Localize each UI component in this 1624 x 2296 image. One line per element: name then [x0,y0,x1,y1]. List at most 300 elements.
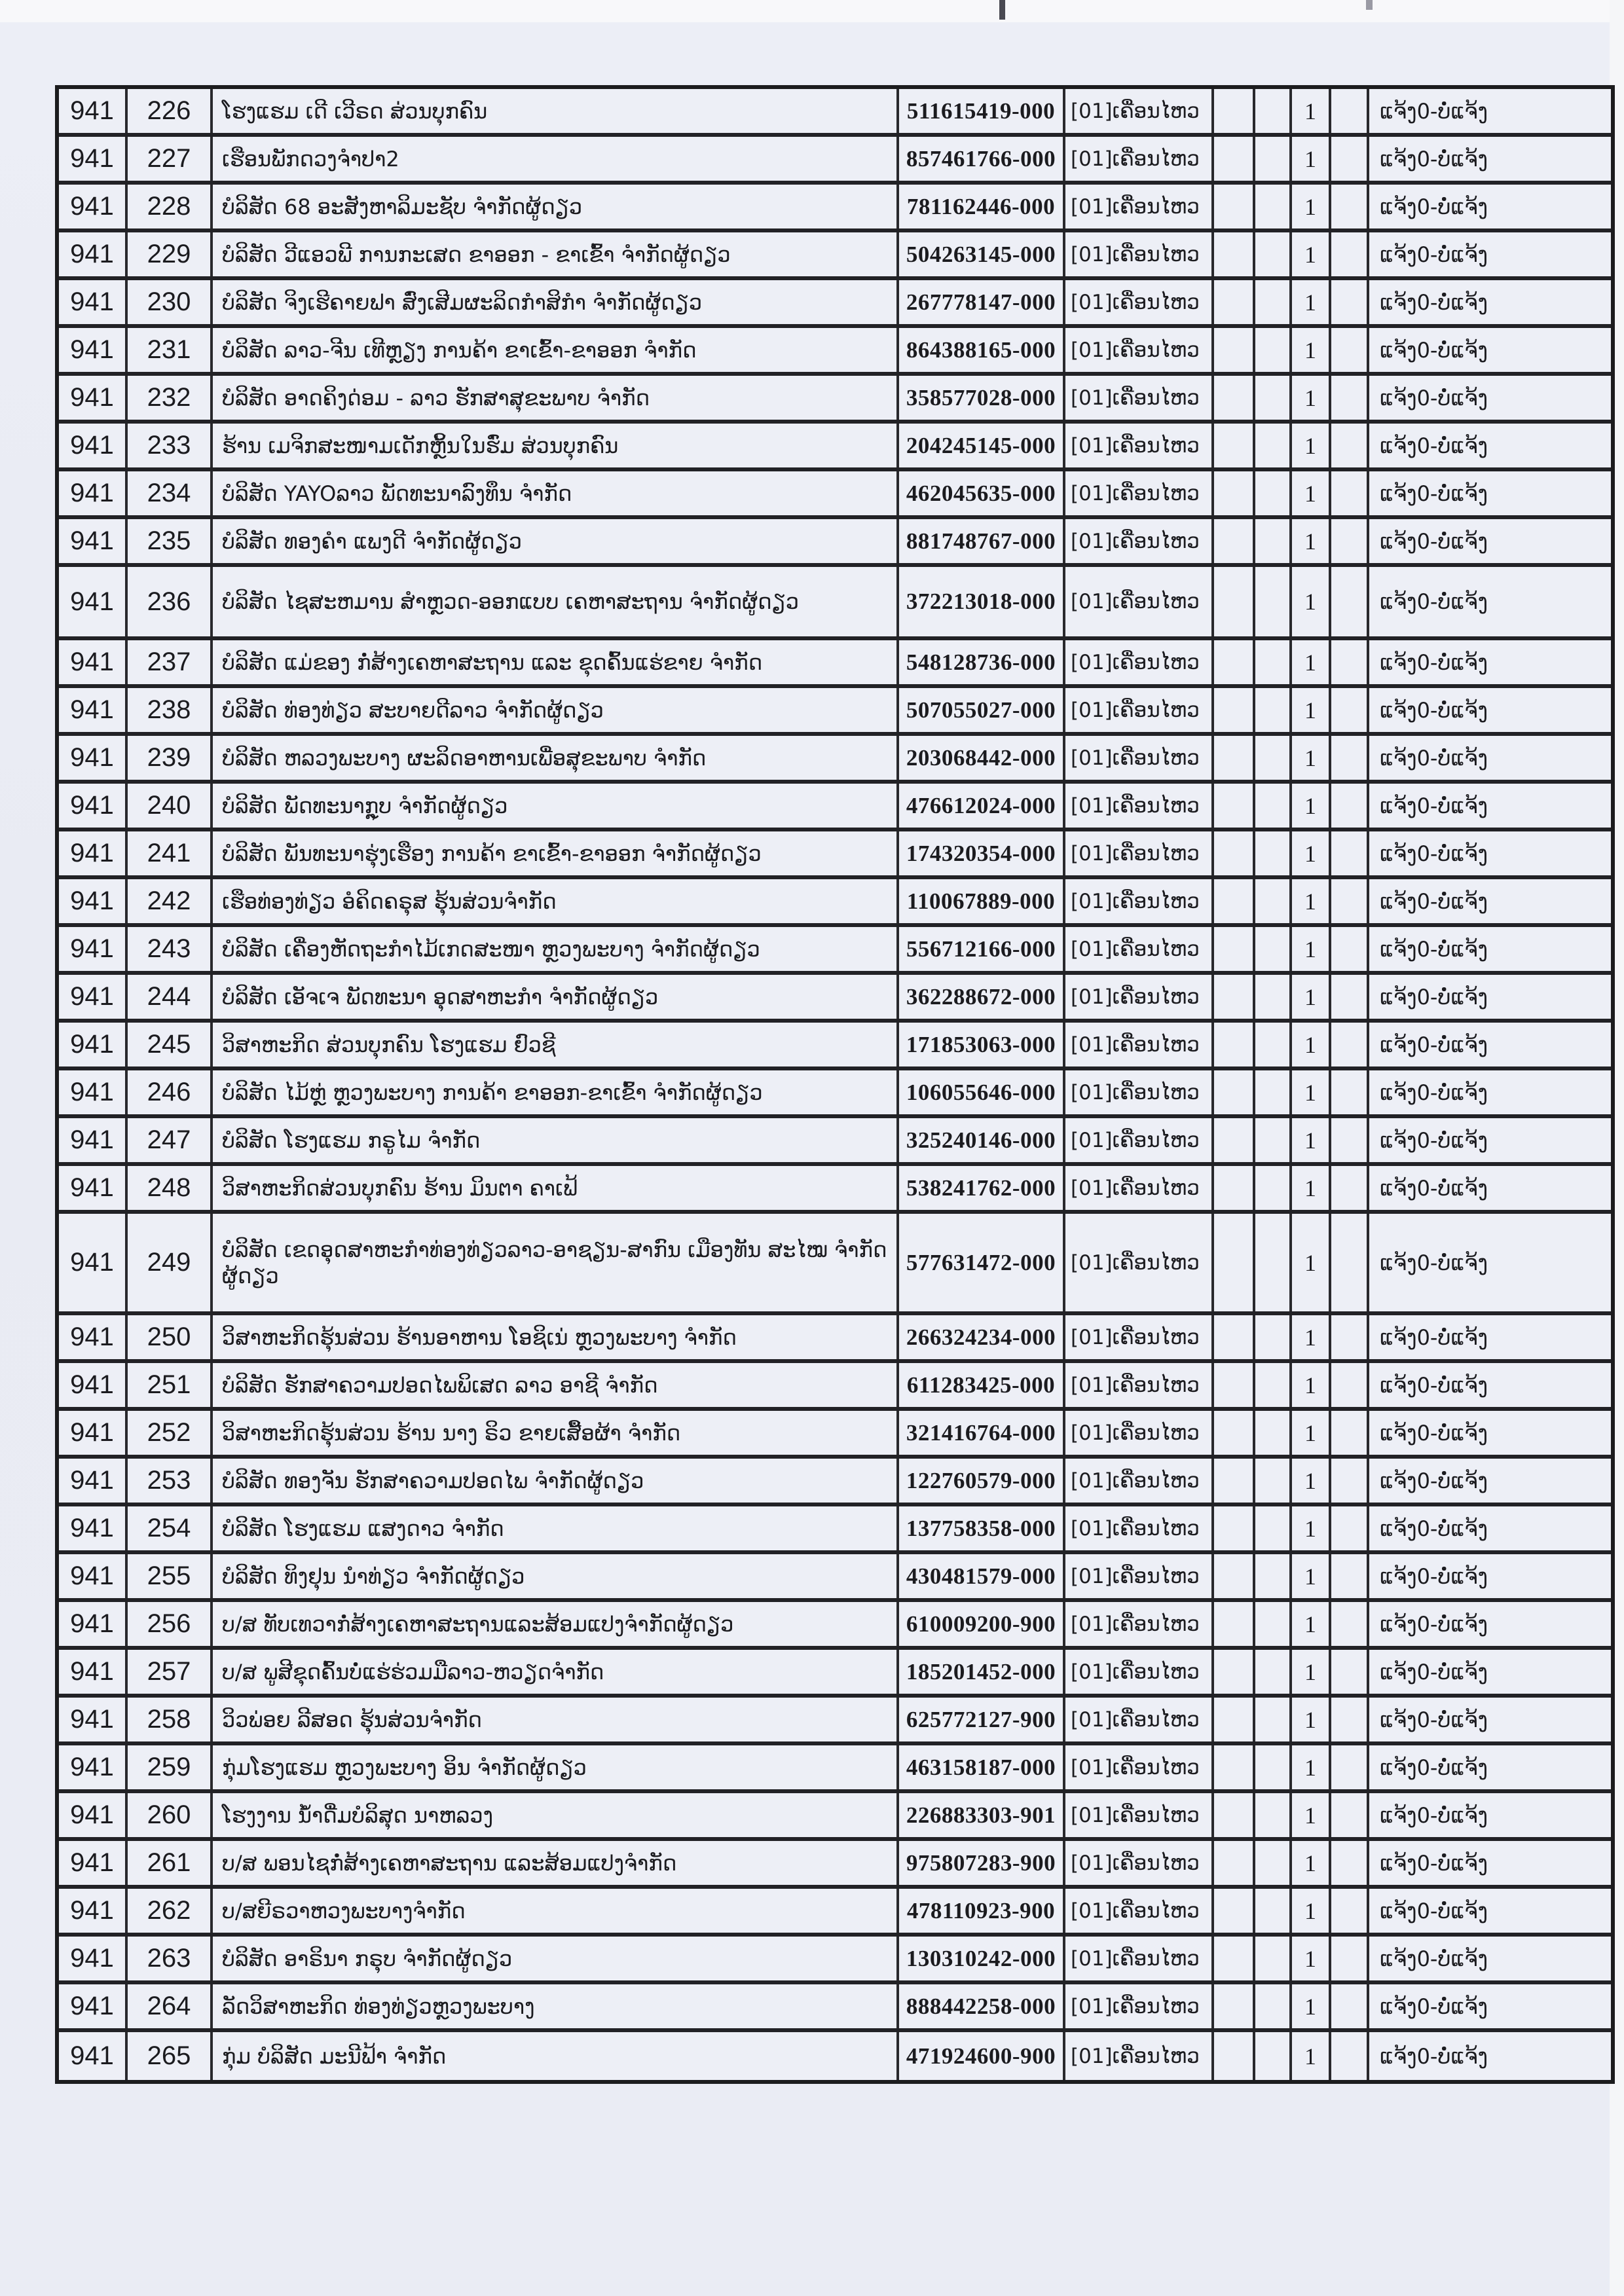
sequence-number-cell: 226 [128,89,213,133]
quantity-cell: 1 [1292,1363,1331,1407]
notification-cell: ແຈ້ງ0-ບໍ່ແຈ້ງ [1380,888,1488,914]
enterprise-id-cell: 975807283-900 [899,1841,1065,1885]
notification-cell: ແຈ້ງ0-ບໍ່ແຈ້ງ [1380,433,1488,458]
empty-cell [1214,1315,1255,1359]
empty-cell [1214,1937,1255,1980]
quantity-cell: 1 [1292,1745,1331,1789]
empty-cell [1255,879,1292,923]
quantity-cell: 1 [1292,1506,1331,1550]
sequence-number-cell: 240 [128,784,213,828]
branch-code-cell: 941 [59,1745,128,1789]
quantity-cell: 1 [1292,640,1331,684]
empty-cell [1255,831,1292,875]
notification-cell: ແຈ້ງ0-ບໍ່ແຈ້ງ [1380,1420,1488,1446]
enterprise-id-cell: 504263145-000 [899,232,1065,276]
empty-cell [1331,1315,1369,1359]
branch-code-cell: 941 [59,879,128,923]
empty-cell [1214,89,1255,133]
branch-code-cell: 941 [59,1602,128,1646]
table-row [59,1984,1611,2032]
empty-cell [1331,1554,1369,1598]
status-cell: [01]ເຄື່ອນໄຫວ [1065,1023,1214,1066]
empty-cell [1214,1214,1255,1311]
empty-cell [1255,1698,1292,1741]
table-row [59,1506,1611,1554]
sequence-number-cell: 241 [128,831,213,875]
empty-cell [1214,1459,1255,1503]
quantity-cell: 1 [1292,927,1331,971]
table-row [59,1937,1611,1984]
empty-cell [1331,879,1369,923]
quantity-cell: 1 [1292,831,1331,875]
empty-cell [1331,1841,1369,1885]
sequence-number-cell: 247 [128,1118,213,1162]
sequence-number-cell: 234 [128,471,213,515]
notification-cell: ແຈ້ງ0-ບໍ່ແຈ້ງ [1380,289,1488,315]
quantity-cell: 1 [1292,1459,1331,1503]
company-name-cell: ບໍລິສັດ ໂຮງແຮມ ແສງດາວ ຈຳກັດ [213,1506,899,1550]
empty-cell [1255,1363,1292,1407]
branch-code-cell: 941 [59,831,128,875]
notification-cell: ແຈ້ງ0-ບໍ່ແຈ້ງ [1380,1468,1488,1493]
quantity-cell: 1 [1292,1214,1331,1311]
empty-cell [1331,232,1369,276]
empty-cell [1331,89,1369,133]
company-name-cell: ວິສາຫະກິດ ສ່ວນບຸກຄົນ ໂຮງແຮມ ຢົວຊີ [213,1023,899,1066]
status-cell: [01]ເຄື່ອນໄຫວ [1065,1166,1214,1210]
branch-code-cell: 941 [59,1166,128,1210]
sequence-number-cell: 260 [128,1793,213,1837]
empty-cell [1331,471,1369,515]
empty-cell [1331,1070,1369,1114]
sequence-number-cell: 229 [128,232,213,276]
empty-cell [1255,89,1292,133]
empty-cell [1331,688,1369,732]
company-name-cell: ເຮືອທ່ອງທ່ຽວ ອໍຄິດຄຣຸສ ຮຸ້ນສ່ວນຈຳກັດ [213,879,899,923]
empty-cell [1214,1506,1255,1550]
enterprise-id-cell: 130310242-000 [899,1937,1065,1980]
enterprise-id-cell: 556712166-000 [899,927,1065,971]
sequence-number-cell: 237 [128,640,213,684]
company-name-cell: ບໍລິສັດ ທິງຢຸນ ນຳທ່ຽວ ຈຳກັດຜູ້ດຽວ [213,1554,899,1598]
company-name-cell: ຮ້ານ ເມຈິກສະໜາມເດັກຫຼິ້ນໃນຮົ່ມ ສ່ວນບຸກຄົນ [213,424,899,467]
empty-cell [1331,640,1369,684]
table-row [59,185,1611,232]
status-cell: [01]ເຄື່ອນໄຫວ [1065,137,1214,181]
branch-code-cell: 941 [59,1411,128,1455]
quantity-cell: 1 [1292,1889,1331,1933]
empty-cell [1331,328,1369,372]
notification-cell: ແຈ້ງ0-ບໍ່ແຈ້ງ [1380,1802,1488,1828]
empty-cell [1255,1984,1292,2028]
quantity-cell: 1 [1292,424,1331,467]
empty-cell [1214,1411,1255,1455]
quantity-cell: 1 [1292,1650,1331,1694]
empty-cell [1214,376,1255,420]
empty-cell [1214,1602,1255,1646]
empty-cell [1331,2032,1369,2080]
table-row [59,688,1611,736]
sequence-number-cell: 238 [128,688,213,732]
status-cell: [01]ເຄື່ອນໄຫວ [1065,424,1214,467]
enterprise-id-cell: 321416764-000 [899,1411,1065,1455]
branch-code-cell: 941 [59,1650,128,1694]
notification-cell: ແຈ້ງ0-ບໍ່ແຈ້ງ [1380,146,1488,172]
status-cell: [01]ເຄື່ອນໄຫວ [1065,1650,1214,1694]
sequence-number-cell: 250 [128,1315,213,1359]
empty-cell [1214,688,1255,732]
status-cell: [01]ເຄື່ອນໄຫວ [1065,1937,1214,1980]
empty-cell [1255,567,1292,636]
enterprise-id-cell: 478110923-900 [899,1889,1065,1933]
notification-cell: ແຈ້ງ0-ບໍ່ແຈ້ງ [1380,528,1488,554]
quantity-cell: 1 [1292,2032,1331,2080]
empty-cell [1255,1166,1292,1210]
enterprise-id-cell: 185201452-000 [899,1650,1065,1694]
company-name-cell: ບໍລິສັດ ລາວ-ຈີນ ເທີຫຼຽງ ການຄ້າ ຂາເຂົ້າ-ຂາອອກ ຈຳກັດ [213,328,899,372]
status-cell: [01]ເຄື່ອນໄຫວ [1065,471,1214,515]
status-cell: [01]ເຄື່ອນໄຫວ [1065,1984,1214,2028]
empty-cell [1214,471,1255,515]
sequence-number-cell: 231 [128,328,213,372]
empty-cell [1255,1554,1292,1598]
empty-cell [1331,1411,1369,1455]
empty-cell [1255,137,1292,181]
enterprise-id-cell: 174320354-000 [899,831,1065,875]
company-name-cell: ວິສາຫະກິດຮຸ້ນສ່ວນ ຮ້ານ ນາງ ຣິວ ຂາຍເສື້ອຜ້າ ຈຳກັດ [213,1411,899,1455]
sequence-number-cell: 227 [128,137,213,181]
table-row [59,1841,1611,1889]
company-name-cell: ບໍລິສັດ ທອງຈັນ ຮັກສາຄວາມປອດໄພ ຈຳກັດຜູ້ດຽວ [213,1459,899,1503]
status-cell: [01]ເຄື່ອນໄຫວ [1065,1459,1214,1503]
branch-code-cell: 941 [59,519,128,563]
company-name-cell: ບໍລິສັດ ເຂດອຸດສາຫະກຳທ່ອງທ່ຽວລາວ-ອາຊຽນ-ສາກົນ ເມືອງທັນ ສະໄໝ ຈຳກັດຜູ້ດຽວ [213,1214,899,1311]
sequence-number-cell: 235 [128,519,213,563]
company-name-cell: ບໍລິສັດ ຫລວງພະບາງ ຜະລິດອາຫານເພື່ອສຸຂະພາບ ຈຳກັດ [213,736,899,780]
table-row [59,1889,1611,1937]
sequence-number-cell: 244 [128,975,213,1019]
empty-cell [1214,1023,1255,1066]
empty-cell [1331,1363,1369,1407]
empty-cell [1255,1118,1292,1162]
empty-cell [1255,2032,1292,2080]
company-name-cell: ບໍລິສັດ ວີແອວພີ ການກະເສດ ຂາອອກ - ຂາເຂົ້າ ຈຳກັດຜູ້ດຽວ [213,232,899,276]
sequence-number-cell: 246 [128,1070,213,1114]
branch-code-cell: 941 [59,1118,128,1162]
notification-cell: ແຈ້ງ0-ບໍ່ແຈ້ງ [1380,793,1488,818]
notification-cell: ແຈ້ງ0-ບໍ່ແຈ້ງ [1380,2043,1488,2069]
empty-cell [1214,232,1255,276]
notification-cell: ແຈ້ງ0-ບໍ່ແຈ້ງ [1380,589,1488,614]
status-cell: [01]ເຄື່ອນໄຫວ [1065,1363,1214,1407]
table-row [59,2032,1611,2080]
quantity-cell: 1 [1292,1937,1331,1980]
table-row [59,519,1611,567]
enterprise-id-cell: 857461766-000 [899,137,1065,181]
scan-artifact-mark [999,0,1005,20]
sequence-number-cell: 254 [128,1506,213,1550]
status-cell: [01]ເຄື່ອນໄຫວ [1065,185,1214,228]
company-name-cell: ລັດວິສາຫະກິດ ທ່ອງທ່ຽວຫຼວງພະບາງ [213,1984,899,2028]
status-cell: [01]ເຄື່ອນໄຫວ [1065,1214,1214,1311]
branch-code-cell: 941 [59,1459,128,1503]
empty-cell [1331,1793,1369,1837]
branch-code-cell: 941 [59,1889,128,1933]
quantity-cell: 1 [1292,736,1331,780]
table-row [59,1363,1611,1411]
company-name-cell: ບໍລິສັດ 68 ອະສັງຫາລິມະຊັບ ຈຳກັດຜູ້ດຽວ [213,185,899,228]
empty-cell [1255,376,1292,420]
status-cell: [01]ເຄື່ອນໄຫວ [1065,1554,1214,1598]
empty-cell [1331,831,1369,875]
quantity-cell: 1 [1292,232,1331,276]
sequence-number-cell: 259 [128,1745,213,1789]
empty-cell [1255,519,1292,563]
empty-cell [1214,975,1255,1019]
table-row [59,232,1611,280]
status-cell: [01]ເຄື່ອນໄຫວ [1065,879,1214,923]
sequence-number-cell: 253 [128,1459,213,1503]
company-name-cell: ບໍລິສັດ ໄມ້ຫຼ່ ຫຼວງພະບາງ ການຄ້າ ຂາອອກ-ຂາເຂົ້າ ຈຳກັດຜູ້ດຽວ [213,1070,899,1114]
branch-code-cell: 941 [59,1841,128,1885]
sequence-number-cell: 232 [128,376,213,420]
sequence-number-cell: 262 [128,1889,213,1933]
empty-cell [1331,736,1369,780]
company-name-cell: ວິສາຫະກິດສ່ວນບຸກຄົນ ຮ້ານ ມິນຕາ ຄາເຟ້ [213,1166,899,1210]
enterprise-id-cell: 106055646-000 [899,1070,1065,1114]
empty-cell [1331,1745,1369,1789]
notification-cell: ແຈ້ງ0-ບໍ່ແຈ້ງ [1380,337,1488,363]
notification-cell: ແຈ້ງ0-ບໍ່ແຈ້ງ [1380,936,1488,962]
empty-cell [1255,471,1292,515]
enterprise-id-cell: 110067889-000 [899,879,1065,923]
sequence-number-cell: 248 [128,1166,213,1210]
notification-cell: ແຈ້ງ0-ບໍ່ແຈ້ງ [1380,1898,1488,1923]
company-name-cell: ໂຮງແຮມ ເດີ ເວີຣດ ສ່ວນບຸກຄົນ [213,89,899,133]
company-name-cell: ບໍລິສັດ ພັດທະນາກຼຸບ ຈຳກັດຜູ້ດຽວ [213,784,899,828]
empty-cell [1214,424,1255,467]
enterprise-id-cell: 171853063-000 [899,1023,1065,1066]
quantity-cell: 1 [1292,784,1331,828]
company-name-cell: ບໍລິສັດ ຮັກສາຄວາມປອດໄພພິເສດ ລາວ ອາຊີ ຈຳກັດ [213,1363,899,1407]
status-cell: [01]ເຄື່ອນໄຫວ [1065,1506,1214,1550]
company-name-cell: ກຸ່ມ ບໍລິສັດ ມະນີຟ້າ ຈຳກັດ [213,2032,899,2080]
branch-code-cell: 941 [59,927,128,971]
empty-cell [1214,1650,1255,1694]
table-row [59,1650,1611,1698]
table-row [59,471,1611,519]
company-name-cell: ວິສາຫະກິດຮຸ້ນສ່ວນ ຮ້ານອາຫານ ໂອຊິເນ່ ຫຼວງພະບາງ ຈຳກັດ [213,1315,899,1359]
company-name-cell: ບໍລິສັດ ທ່ອງທ່ຽວ ສະບາຍດີລາວ ຈຳກັດຜູ້ດຽວ [213,688,899,732]
enterprise-id-cell: 507055027-000 [899,688,1065,732]
sequence-number-cell: 243 [128,927,213,971]
empty-cell [1214,1166,1255,1210]
enterprise-id-cell: 577631472-000 [899,1214,1065,1311]
branch-code-cell: 941 [59,1023,128,1066]
quantity-cell: 1 [1292,688,1331,732]
status-cell: [01]ເຄື່ອນໄຫວ [1065,2032,1214,2080]
enterprise-id-cell: 476612024-000 [899,784,1065,828]
empty-cell [1214,519,1255,563]
empty-cell [1255,1937,1292,1980]
status-cell: [01]ເຄື່ອນໄຫວ [1065,376,1214,420]
branch-code-cell: 941 [59,640,128,684]
branch-code-cell: 941 [59,185,128,228]
notification-cell: ແຈ້ງ0-ບໍ່ແຈ້ງ [1380,841,1488,866]
sequence-number-cell: 239 [128,736,213,780]
empty-cell [1255,328,1292,372]
quantity-cell: 1 [1292,1118,1331,1162]
enterprise-id-cell: 372213018-000 [899,567,1065,636]
status-cell: [01]ເຄື່ອນໄຫວ [1065,640,1214,684]
empty-cell [1255,736,1292,780]
empty-cell [1214,927,1255,971]
status-cell: [01]ເຄື່ອນໄຫວ [1065,1793,1214,1837]
registry-table-body [59,89,1611,2080]
status-cell: [01]ເຄື່ອນໄຫວ [1065,280,1214,324]
sequence-number-cell: 233 [128,424,213,467]
empty-cell [1255,185,1292,228]
empty-cell [1255,424,1292,467]
notification-cell: ແຈ້ງ0-ບໍ່ແຈ້ງ [1380,194,1488,219]
empty-cell [1331,376,1369,420]
quantity-cell: 1 [1292,567,1331,636]
status-cell: [01]ເຄື່ອນໄຫວ [1065,975,1214,1019]
notification-cell: ແຈ້ງ0-ບໍ່ແຈ້ງ [1380,1080,1488,1105]
empty-cell [1331,1984,1369,2028]
notification-cell: ແຈ້ງ0-ບໍ່ແຈ້ງ [1380,1946,1488,1971]
empty-cell [1255,1602,1292,1646]
branch-code-cell: 941 [59,328,128,372]
notification-cell: ແຈ້ງ0-ບໍ່ແຈ້ງ [1380,1372,1488,1398]
quantity-cell: 1 [1292,137,1331,181]
company-name-cell: ເຮືອນພັກດວງຈຳປາ2 [213,137,899,181]
company-name-cell: ບໍລິສັດ ອາດຄິງດ່ອມ - ລາວ ຮັກສາສຸຂະພາບ ຈຳກັດ [213,376,899,420]
notification-cell: ແຈ້ງ0-ບໍ່ແຈ້ງ [1380,1659,1488,1685]
table-row [59,1118,1611,1166]
table-row [59,879,1611,927]
table-row [59,1315,1611,1363]
table-row [59,784,1611,831]
sequence-number-cell: 230 [128,280,213,324]
quantity-cell: 1 [1292,328,1331,372]
status-cell: [01]ເຄື່ອນໄຫວ [1065,1841,1214,1885]
quantity-cell: 1 [1292,185,1331,228]
notification-cell: ແຈ້ງ0-ບໍ່ແຈ້ງ [1380,1032,1488,1057]
sequence-number-cell: 263 [128,1937,213,1980]
company-name-cell: ບໍລິສັດ YAYOລາວ ພັດທະນາລົງທຶນ ຈຳກັດ [213,471,899,515]
empty-cell [1214,1118,1255,1162]
enterprise-id-cell: 267778147-000 [899,280,1065,324]
empty-cell [1255,640,1292,684]
notification-cell: ແຈ້ງ0-ບໍ່ແຈ້ງ [1380,98,1488,124]
branch-code-cell: 941 [59,471,128,515]
empty-cell [1214,185,1255,228]
sequence-number-cell: 257 [128,1650,213,1694]
branch-code-cell: 941 [59,89,128,133]
status-cell: [01]ເຄື່ອນໄຫວ [1065,736,1214,780]
empty-cell [1255,1315,1292,1359]
branch-code-cell: 941 [59,1554,128,1598]
quantity-cell: 1 [1292,879,1331,923]
branch-code-cell: 941 [59,688,128,732]
status-cell: [01]ເຄື່ອນໄຫວ [1065,567,1214,636]
empty-cell [1255,232,1292,276]
notification-cell: ແຈ້ງ0-ບໍ່ແຈ້ງ [1380,1127,1488,1153]
company-name-cell: ວິວພ່ອຍ ລີສອດ ຮຸ້ນສ່ວນຈຳກັດ [213,1698,899,1741]
quantity-cell: 1 [1292,1023,1331,1066]
enterprise-registry-table [55,85,1615,2084]
sequence-number-cell: 245 [128,1023,213,1066]
table-row [59,1166,1611,1214]
empty-cell [1331,1602,1369,1646]
enterprise-id-cell: 548128736-000 [899,640,1065,684]
status-cell: [01]ເຄື່ອນໄຫວ [1065,1698,1214,1741]
quantity-cell: 1 [1292,1411,1331,1455]
empty-cell [1214,1070,1255,1114]
empty-cell [1214,1363,1255,1407]
quantity-cell: 1 [1292,975,1331,1019]
quantity-cell: 1 [1292,1315,1331,1359]
notification-cell: ແຈ້ງ0-ບໍ່ແຈ້ງ [1380,481,1488,506]
table-row [59,567,1611,640]
table-row [59,89,1611,137]
quantity-cell: 1 [1292,1554,1331,1598]
table-row [59,328,1611,376]
empty-cell [1331,1166,1369,1210]
company-name-cell: ບໍລິສັດ ທອງຄຳ ແພງດີ ຈຳກັດຜູ້ດຽວ [213,519,899,563]
empty-cell [1255,1506,1292,1550]
notification-cell: ແຈ້ງ0-ບໍ່ແຈ້ງ [1380,242,1488,267]
empty-cell [1331,519,1369,563]
empty-cell [1214,784,1255,828]
empty-cell [1331,1214,1369,1311]
company-name-cell: ບໍລິສັດ ພັນທະນາຮຸ່ງເຮືອງ ການຄ້າ ຂາເຂົ້າ-ຂາອອກ ຈຳກັດຜູ້ດຽວ [213,831,899,875]
quantity-cell: 1 [1292,1793,1331,1837]
empty-cell [1255,927,1292,971]
branch-code-cell: 941 [59,280,128,324]
sequence-number-cell: 258 [128,1698,213,1741]
empty-cell [1214,1554,1255,1598]
status-cell: [01]ເຄື່ອນໄຫວ [1065,927,1214,971]
table-row [59,1698,1611,1745]
company-name-cell: ບ/ສ ທັບເທວາກໍ່ສ້າງເຄຫາສະຖານແລະສ້ອມແປງຈຳກັດຜູ້ດຽວ [213,1602,899,1646]
enterprise-id-cell: 471924600-900 [899,2032,1065,2080]
status-cell: [01]ເຄື່ອນໄຫວ [1065,1889,1214,1933]
empty-cell [1214,1698,1255,1741]
branch-code-cell: 941 [59,1984,128,2028]
sequence-number-cell: 228 [128,185,213,228]
branch-code-cell: 941 [59,232,128,276]
empty-cell [1331,1506,1369,1550]
branch-code-cell: 941 [59,1315,128,1359]
company-name-cell: ບ/ສ ພອນໄຊກໍ່ສ້າງເຄຫາສະຖານ ແລະສ້ອມແປງຈຳກັດ [213,1841,899,1885]
enterprise-id-cell: 358577028-000 [899,376,1065,420]
empty-cell [1255,1650,1292,1694]
company-name-cell: ບໍລິສັດ ເອັຈເຈ ພັດທະນາ ອຸດສາຫະກຳ ຈຳກັດຜູ້ດຽວ [213,975,899,1019]
sequence-number-cell: 255 [128,1554,213,1598]
quantity-cell: 1 [1292,376,1331,420]
empty-cell [1255,975,1292,1019]
company-name-cell: ກຸ່ມໂຮງແຮມ ຫຼວງພະບາງ ອິນ ຈຳກັດຜູ້ດຽວ [213,1745,899,1789]
empty-cell [1214,736,1255,780]
empty-cell [1331,927,1369,971]
empty-cell [1331,424,1369,467]
status-cell: [01]ເຄື່ອນໄຫວ [1065,1745,1214,1789]
branch-code-cell: 941 [59,137,128,181]
sequence-number-cell: 251 [128,1363,213,1407]
company-name-cell: ບ/ສ ພູສີຂຸດຄົ້ນບໍ່ແຮ່ຮ່ວມມືລາວ-ຫວຽດຈຳກັດ [213,1650,899,1694]
